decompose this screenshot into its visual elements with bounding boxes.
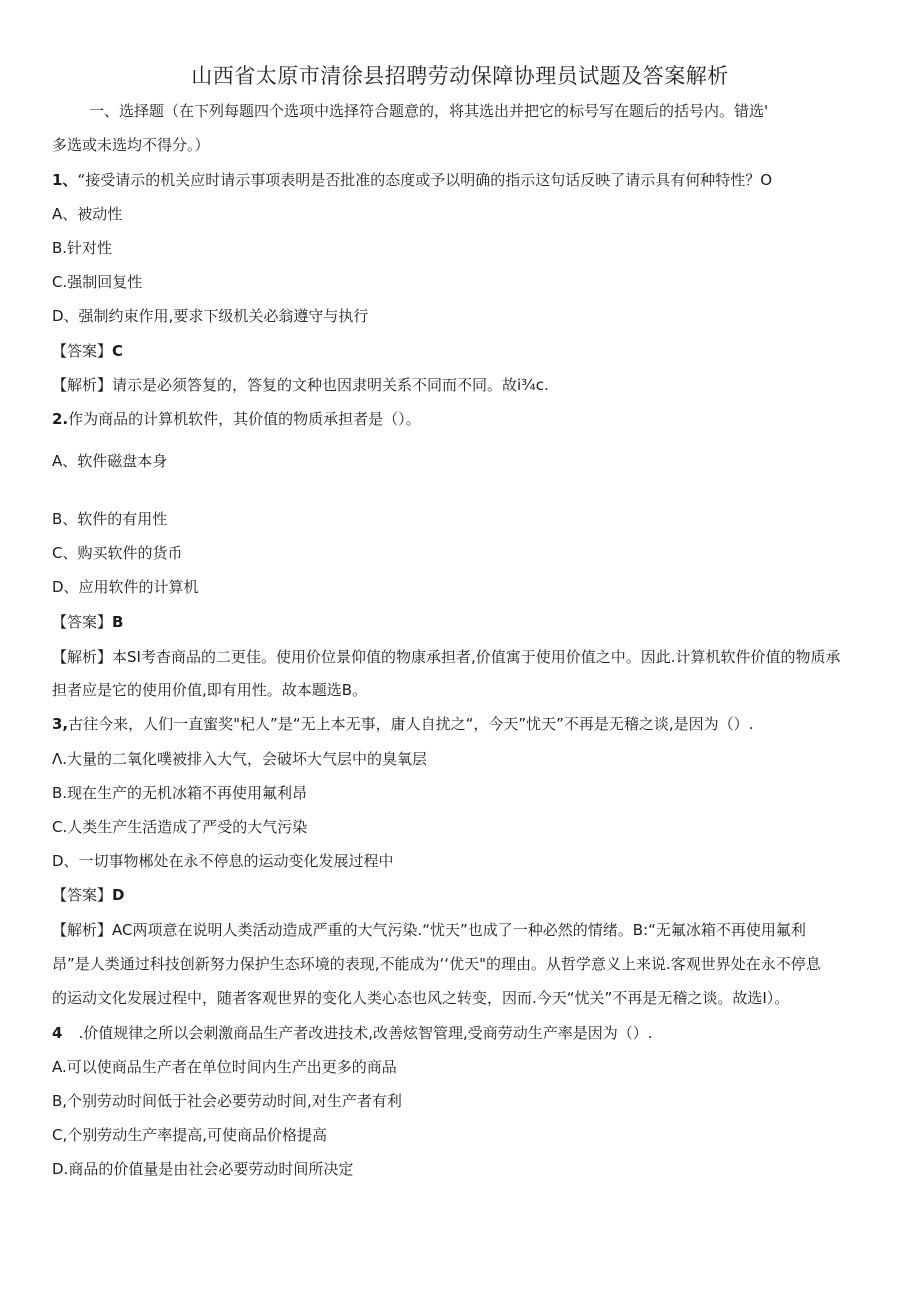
- question-2-analysis-line2: 担者应是它的使用价值,即有用性。故本题选B。: [52, 681, 368, 699]
- question-3-stem: [52, 714, 753, 734]
- question-1-option-c: C.强制回复性: [52, 273, 143, 291]
- question-2-option-d: D、应用软件的计算机: [52, 578, 199, 596]
- answer-value: C: [112, 342, 124, 360]
- question-number: 4: [52, 1024, 63, 1042]
- question-3-analysis-line2: 昂”是人类通过科技创新努力保护生态环境的表现,不能成为‘‘优天"的理由。从哲学意义上来说.客观世界处在永不停息: [52, 955, 821, 973]
- question-1-stem: [52, 170, 772, 190]
- question-4-option-c: C,个别劳动生产率提高,可使商品价格提高: [52, 1126, 328, 1144]
- question-number: 1、: [52, 171, 78, 189]
- question-4-option-b: B,个别劳动时间低于社会必要劳动时间,对生产者有利: [52, 1092, 402, 1110]
- question-text: .价值规律之所以会刺激商品生产者改进技术,改善炫智管理,受商劳动生产率是因为（）.: [78, 1024, 653, 1042]
- question-2-option-c: C、购买软件的货币: [52, 544, 183, 562]
- answer-label: 【答案】: [52, 613, 113, 631]
- question-3-analysis-line1: [52, 920, 806, 940]
- question-3-option-b: B.现在生产的无机冰箱不再使用氟利昂: [52, 784, 308, 802]
- answer-value: D: [112, 886, 125, 904]
- analysis-text: 请示是必须答复的，答复的文种也因隶明关系不同而不同。故i¾c.: [112, 376, 549, 394]
- question-1-answer: [52, 341, 123, 361]
- question-2-answer: [52, 612, 123, 632]
- analysis-text: 本SI考杳商品的二更佳。使用价位景仰值的物康承担者,价值寓于使用价值之中。因此.计算机软件价值的物质承: [112, 648, 841, 666]
- question-3-option-a: Λ.大量的二氧化噗被排入大气，会破坏大气层中的臭氧层: [52, 750, 428, 768]
- question-number: 3,: [52, 715, 69, 733]
- analysis-label: 【解析】: [52, 648, 113, 666]
- question-3-option-d: D、一切事物郴处在永不停息的运动变化发展过程中: [52, 852, 394, 870]
- question-text: “接受请示的机关应时请示事项表明是否批准的态度或予以明确的指示这句话反映了请示具有何种特性？O: [77, 171, 773, 189]
- question-4-stem: [52, 1023, 653, 1043]
- question-4-option-a: A.可以使商品生产者在单位时间内生产出更多的商品: [52, 1058, 397, 1076]
- question-2-stem: [52, 409, 421, 429]
- section-instructions-line1: 一、选择题（在下列每题四个选项中选择符合题意的，将其选出并把它的标号写在题后的括号内。错选': [89, 102, 769, 120]
- question-number: 2.: [52, 410, 69, 428]
- section-instructions-line2: 多选或未选均不得分。）: [52, 136, 210, 154]
- question-3-analysis-line3: 的运动文化发展过程中，随者客观世界的变化人类心态也风之转变，因而.今天“忧关”不再是无稽之谈。故选I）。: [52, 989, 790, 1007]
- question-2-option-a: A、软件磁盘本身: [52, 452, 168, 470]
- question-text: 古往今来，人们一直蜜奖"杞人”是“无上本无事，庸人自扰之“，今天”忧天”不再是无稽之谈,是因为（）.: [68, 715, 754, 733]
- question-3-option-c: C.人类生产生活造成了严受的大气污染: [52, 818, 308, 836]
- question-1-analysis: [52, 375, 549, 395]
- analysis-text: AC两项意在说明人类活动造成严重的大气污染.“忧天”也成了一种必然的情绪。B:“无氟冰箱不再使用氟利: [112, 921, 806, 939]
- analysis-label: 【解析】: [52, 921, 113, 939]
- answer-label: 【答案】: [52, 342, 113, 360]
- question-3-answer: [52, 885, 124, 905]
- question-2-option-b: B、软件的有用性: [52, 510, 168, 528]
- question-4-option-d: D.商品的价值量是由社会必要劳动时间所决定: [52, 1160, 354, 1178]
- question-1-option-a: A、被动性: [52, 205, 123, 223]
- question-1-option-b: B.针对性: [52, 239, 113, 257]
- question-1-option-d: D、强制约束作用,要求下级机关必翁遵守与执行: [52, 307, 369, 325]
- analysis-label: 【解析】: [52, 376, 113, 394]
- answer-label: 【答案】: [52, 886, 113, 904]
- question-2-analysis-line1: [52, 647, 841, 667]
- question-text: 作为商品的计算机软件，其价值的物质承担者是（）。: [68, 410, 421, 428]
- answer-value: B: [112, 613, 124, 631]
- document-title: 山西省太原市清徐县招聘劳动保障协理员试题及答案解析: [191, 64, 729, 88]
